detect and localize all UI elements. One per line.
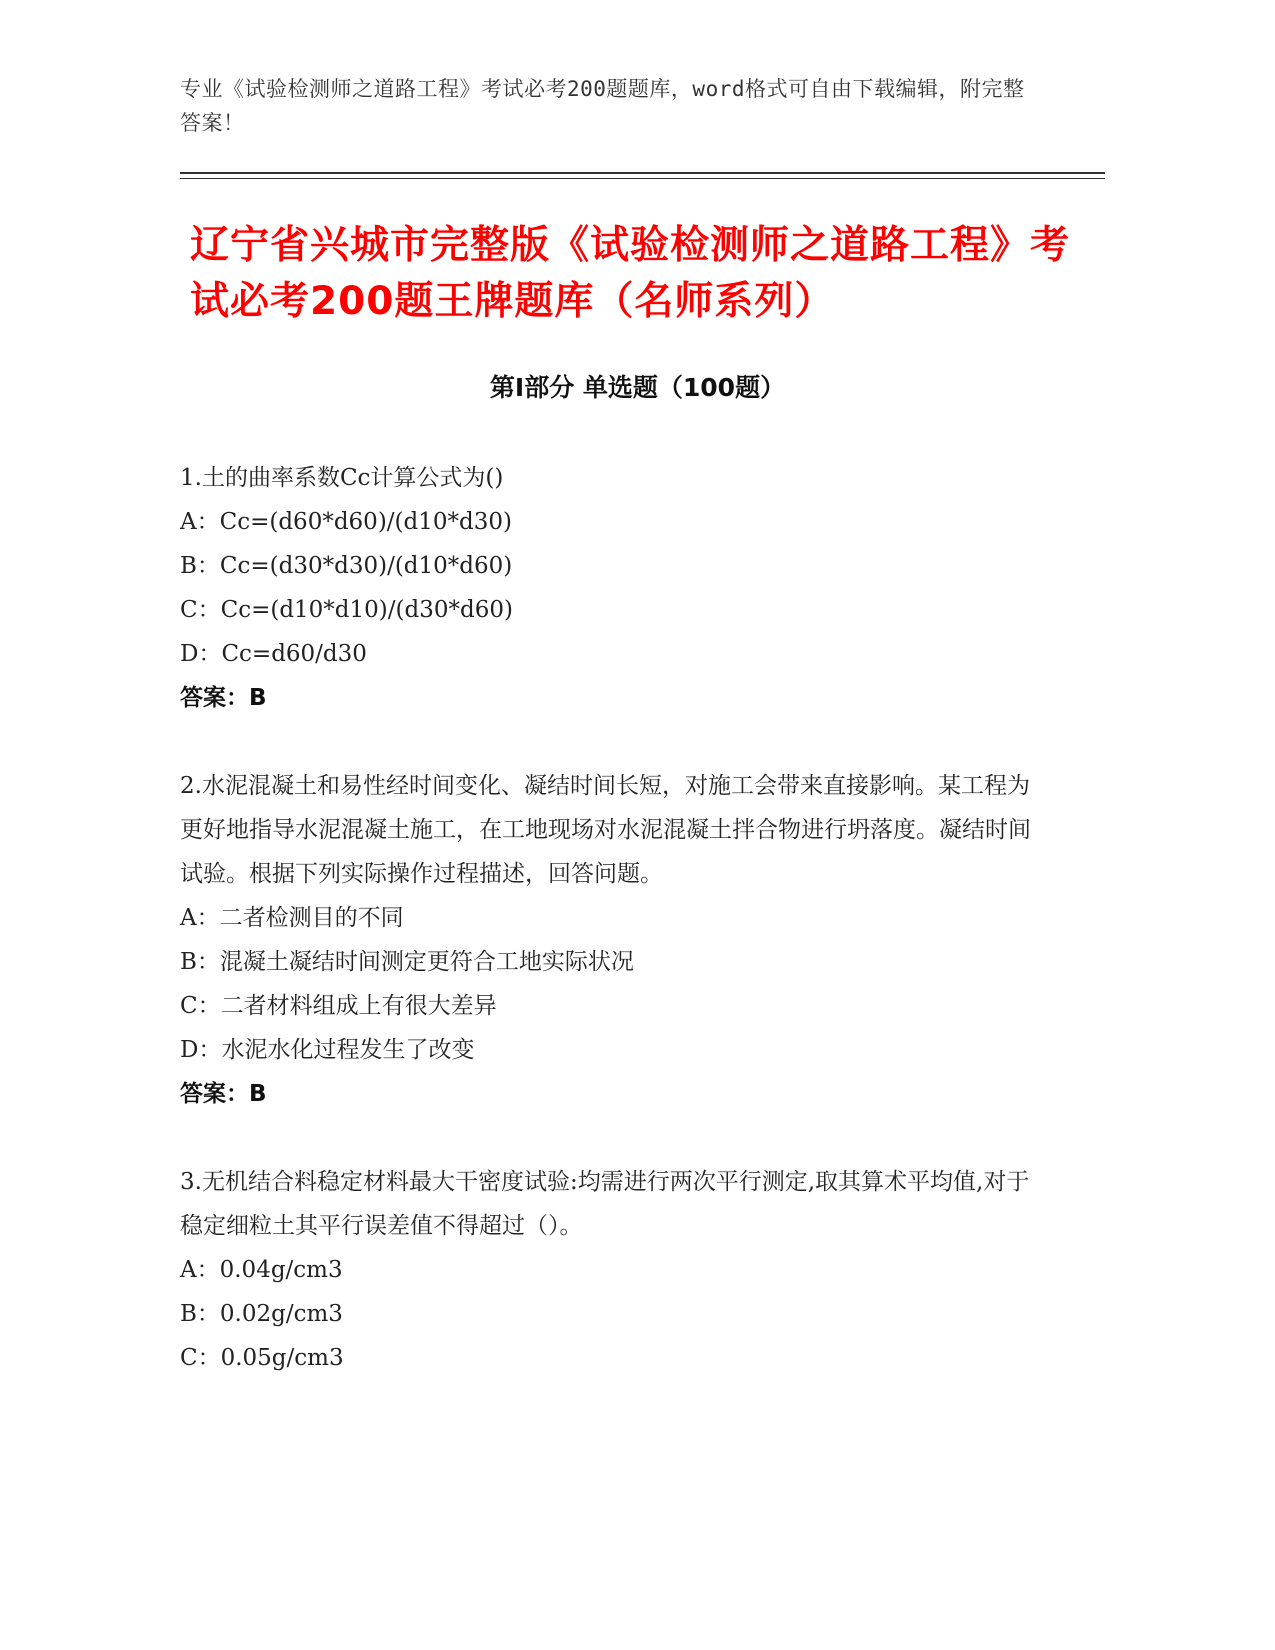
option-c: C：0.05g/cm3	[180, 1345, 344, 1371]
option-a: A：0.04g/cm3	[180, 1257, 343, 1283]
question-list	[180, 456, 1040, 1380]
question-1	[180, 456, 1040, 720]
question-3	[180, 1160, 1040, 1380]
answer-line: 答案：B	[180, 685, 267, 711]
spacer	[180, 720, 1040, 764]
option-b: B：混凝土凝结时间测定更符合工地实际状况	[180, 949, 634, 975]
spacer	[180, 1116, 1040, 1160]
option-d: D：水泥水化过程发生了改变	[180, 1037, 475, 1063]
option-b: B：0.02g/cm3	[180, 1301, 343, 1327]
option-a: A：Cc=(d60*d60)/(d10*d30)	[180, 509, 512, 535]
header-note: 专业《试验检测师之道路工程》考试必考200题题库，word格式可自由下载编辑，附完整答案！	[180, 77, 1025, 135]
document-title: 辽宁省兴城市完整版《试验检测师之道路工程》考试必考200题王牌题库（名师系列）	[190, 223, 1071, 324]
section-title: 第Ⅰ部分 单选题（100题）	[489, 373, 786, 402]
option-c: C：Cc=(d10*d10)/(d30*d60)	[180, 597, 513, 623]
option-d: D：Cc=d60/d30	[180, 641, 367, 667]
header-divider-thin	[180, 178, 1105, 179]
option-a: A：二者检测目的不同	[180, 905, 404, 931]
option-b: B：Cc=(d30*d30)/(d10*d60)	[180, 553, 513, 579]
answer-line: 答案：B	[180, 1081, 267, 1107]
question-stem: 1.土的曲率系数Cc计算公式为()	[180, 465, 504, 491]
header-divider-thick	[180, 172, 1105, 174]
question-2	[180, 764, 1040, 1116]
question-stem: 2.水泥混凝土和易性经时间变化、凝结时间长短，对施工会带来直接影响。某工程为更好地指导水泥混凝土施工，在工地现场对水泥混凝土拌合物进行坍落度。凝结时间试验。根据下列实际操作过程描述，回答问题。	[180, 773, 1031, 887]
question-stem: 3.无机结合料稳定材料最大干密度试验:均需进行两次平行测定,取其算术平均值,对于稳定细粒土其平行误差值不得超过（）。	[180, 1169, 1030, 1239]
option-c: C：二者材料组成上有很大差异	[180, 993, 497, 1019]
